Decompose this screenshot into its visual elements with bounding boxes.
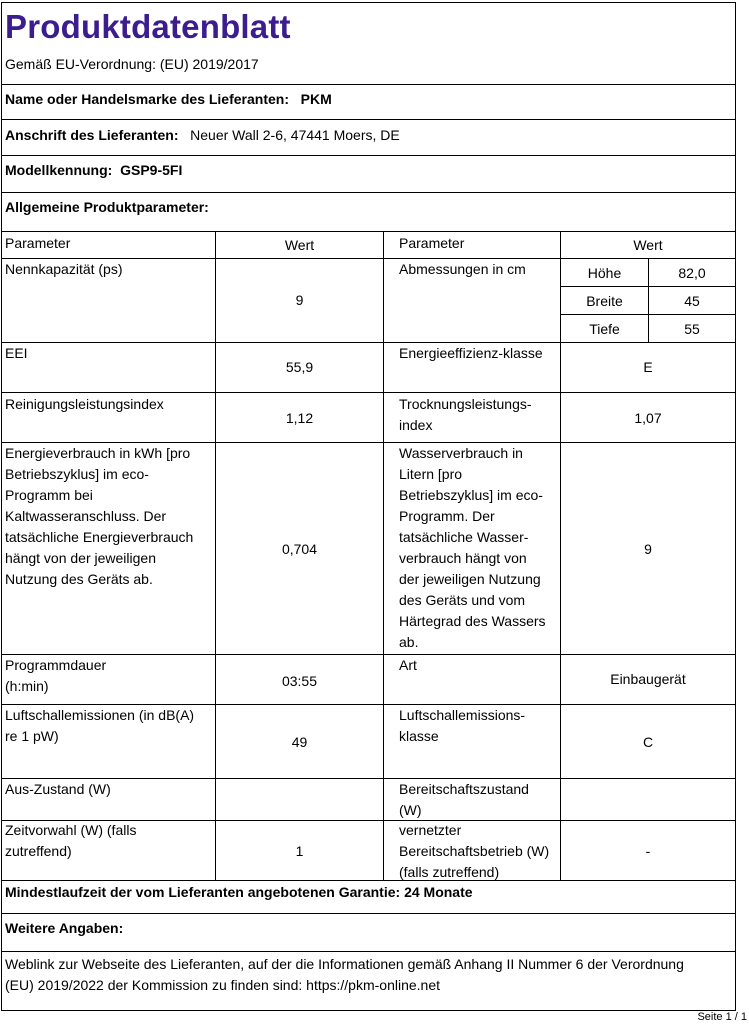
supplier-address-value: Neuer Wall 2-6, 47441 Moers, DE: [190, 127, 400, 143]
frame-left-border: [1, 2, 2, 1011]
col-header-value: Wert: [633, 237, 663, 253]
dimension-row-divider: [560, 314, 735, 315]
divider: [1, 880, 735, 881]
col-header-parameter: Parameter: [399, 235, 465, 251]
frame-bottom-border: [1, 1010, 735, 1011]
dimension-value: 82,0: [678, 265, 706, 281]
param-label: vernetzter Bereitschaftsbetrieb (W) (falls zutreffend): [399, 822, 550, 880]
page-title: Produktdatenblatt: [5, 8, 291, 45]
divider: [1, 192, 735, 193]
param-label: EEI: [5, 345, 28, 361]
param-label: Bereitschaftszustand (W): [399, 781, 529, 818]
weblink-text: Weblink zur Webseite des Lieferanten, auf der die Informationen gemäß Anhang II Nummer 6 der Verordnung (EU) 2019/2022 der Kommission zu finden sind: https://pkm-online.net: [5, 956, 684, 993]
col-header-value: Wert: [284, 237, 315, 253]
divider: [1, 155, 735, 156]
param-label: Luftschallemissionen (in dB(A) re 1 pW): [5, 707, 195, 744]
param-label: Aus-Zustand (W): [5, 781, 111, 797]
dimension-row-divider: [560, 286, 735, 287]
table-col-divider: [383, 231, 384, 880]
param-value: 49: [291, 734, 308, 750]
frame-right-border: [735, 2, 736, 1011]
divider: [1, 84, 735, 85]
param-value: 9: [644, 541, 652, 557]
table-row-divider: [1, 342, 735, 343]
param-label: Trocknungsleistungs- index: [399, 396, 532, 433]
table-row-divider: [1, 654, 735, 655]
param-label: Energieeffizienz-klasse: [399, 345, 543, 361]
divider: [1, 119, 735, 120]
further-info-label: Weitere Angaben:: [5, 920, 124, 936]
dimension-value: 55: [684, 321, 700, 337]
divider: [1, 231, 735, 232]
supplier-name-value: PKM: [300, 91, 332, 107]
model-row: [5, 162, 182, 178]
param-label: Energieverbrauch in kWh [pro Betriebszyklus] im eco- Programm bei Kaltwasseranschluss. Der tatsächliche Energieverbrauch hängt von der jeweiligen Nutzung des Geräts ab.: [5, 445, 194, 587]
param-value: 0,704: [281, 541, 318, 557]
param-label: Wasserverbrauch in Litern [pro Betriebszyklus] im eco- Programm. Der tatsächliche Wasser- verbrauch hängt von der jeweiligen Nutzung des Geräts und vom Härtegrad des Wassers ab.: [399, 445, 546, 650]
param-label: Nennkapazität (ps): [5, 261, 123, 277]
supplier-address-row: [5, 127, 400, 143]
dimension-value: 45: [684, 293, 700, 309]
param-label: Luftschallemissions- klasse: [399, 707, 526, 744]
model-label: Modellkennung:: [5, 162, 113, 178]
param-value: -: [645, 843, 651, 859]
regulation-text: Gemäß EU-Verordnung: (EU) 2019/2017: [5, 56, 259, 72]
param-label: Zeitvorwahl (W) (falls zutreffend): [5, 822, 137, 859]
table-row-divider: [1, 778, 735, 779]
general-params-label: Allgemeine Produktparameter:: [5, 199, 209, 215]
param-value: E: [643, 359, 653, 375]
col-header-parameter: Parameter: [5, 235, 71, 251]
param-label: Art: [399, 657, 417, 673]
param-label: Programmdauer (h:min): [5, 657, 107, 694]
page-number: Seite 1 / 1: [697, 1011, 747, 1023]
param-value: 1,12: [285, 410, 314, 426]
dimension-label: Breite: [586, 293, 623, 309]
divider: [1, 913, 735, 914]
param-value: 1,07: [634, 410, 662, 426]
param-label: Abmessungen in cm: [399, 261, 526, 277]
param-label: Reinigungsleistungsindex: [5, 396, 164, 412]
model-value: GSP9-5FI: [120, 162, 183, 178]
param-value: C: [642, 734, 654, 750]
warranty-text: Mindestlaufzeit der vom Lieferanten angebotenen Garantie: 24 Monate: [5, 884, 473, 900]
param-value: 03:55: [281, 673, 318, 689]
divider: [1, 951, 735, 952]
supplier-address-label: Anschrift des Lieferanten:: [5, 127, 179, 143]
supplier-name-row: [5, 91, 332, 107]
dimension-label: Tiefe: [589, 321, 620, 337]
table-row-divider: [1, 392, 735, 393]
dimension-label: Höhe: [587, 265, 622, 281]
param-value: 1: [295, 843, 304, 859]
param-value: 55,9: [285, 359, 314, 375]
supplier-name-label: Name oder Handelsmarke des Lieferanten:: [5, 91, 289, 107]
frame-top-border: [1, 2, 735, 3]
param-value: 9: [295, 292, 304, 308]
param-value: Einbaugerät: [610, 671, 686, 687]
